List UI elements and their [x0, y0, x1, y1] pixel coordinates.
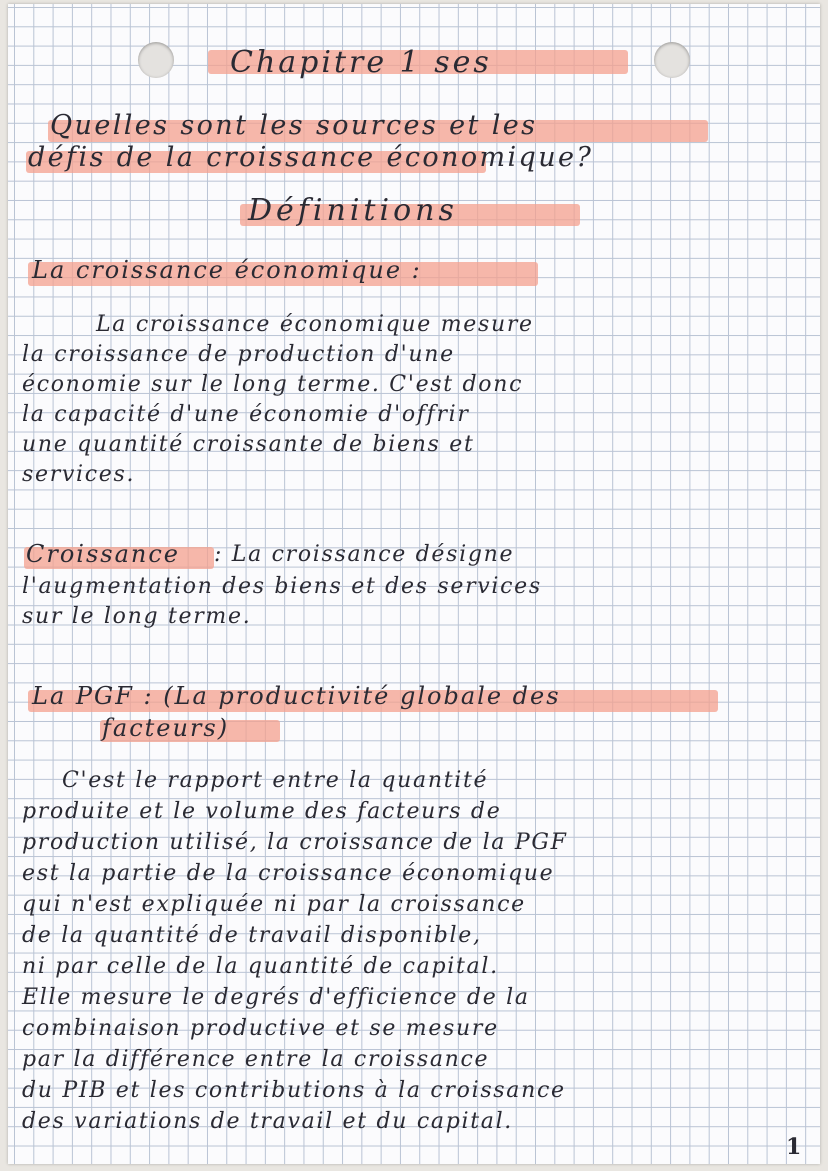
punch-hole-left — [138, 42, 174, 78]
question-line-2: défis de la croissance économique? — [28, 142, 594, 173]
definition-3-line-6: de la quantité de travail disponible, — [22, 923, 482, 948]
page-number: 1 — [786, 1134, 803, 1160]
punch-hole-right — [654, 42, 690, 78]
question-line-1: Quelles sont les sources et les — [50, 110, 538, 141]
chapter-title: Chapitre 1 ses — [230, 45, 492, 80]
definition-2-line-2: l'augmentation des biens et des services — [22, 574, 542, 599]
definition-2-term: Croissance — [26, 540, 181, 568]
definition-1-term: La croissance économique : — [32, 256, 422, 284]
definition-1-line-3: économie sur le long terme. C'est donc — [22, 372, 524, 397]
definition-3-line-12: des variations de travail et du capital. — [22, 1109, 513, 1134]
definition-3-line-7: ni par celle de la quantité de capital. — [22, 954, 499, 979]
definition-1-line-5: une quantité croissante de biens et — [22, 432, 475, 457]
definition-3-line-2: produite et le volume des facteurs de — [22, 799, 502, 824]
definition-1-line-1: La croissance économique mesure — [96, 312, 534, 337]
definition-3-line-10: par la différence entre la croissance — [22, 1047, 490, 1072]
definition-3-line-8: Elle mesure le degrés d'efficience de la — [22, 985, 530, 1010]
definition-2-line-1: : La croissance désigne — [214, 542, 515, 567]
notebook-page — [8, 4, 820, 1164]
definition-1-line-6: services. — [22, 462, 136, 487]
definition-3-line-3: production utilisé, la croissance de la PGF — [22, 830, 568, 855]
definition-3-line-4: est la partie de la croissance économique — [22, 861, 555, 886]
definition-1-line-2: la croissance de production d'une — [22, 342, 455, 367]
definition-3-term-line-2: facteurs) — [102, 714, 230, 742]
definition-2-line-3: sur le long terme. — [22, 604, 252, 629]
definition-3-line-1: C'est le rapport entre la quantité — [62, 768, 489, 793]
definition-3-line-11: du PIB et les contributions à la croissance — [22, 1078, 566, 1103]
definition-3-term-line-1: La PGF : (La productivité globale des — [32, 682, 561, 710]
definition-3-line-9: combinaison productive et se mesure — [22, 1016, 499, 1041]
section-title: Définitions — [248, 193, 458, 228]
definition-1-line-4: la capacité d'une économie d'offrir — [22, 402, 470, 427]
definition-3-line-5: qui n'est expliquée ni par la croissance — [22, 892, 526, 917]
